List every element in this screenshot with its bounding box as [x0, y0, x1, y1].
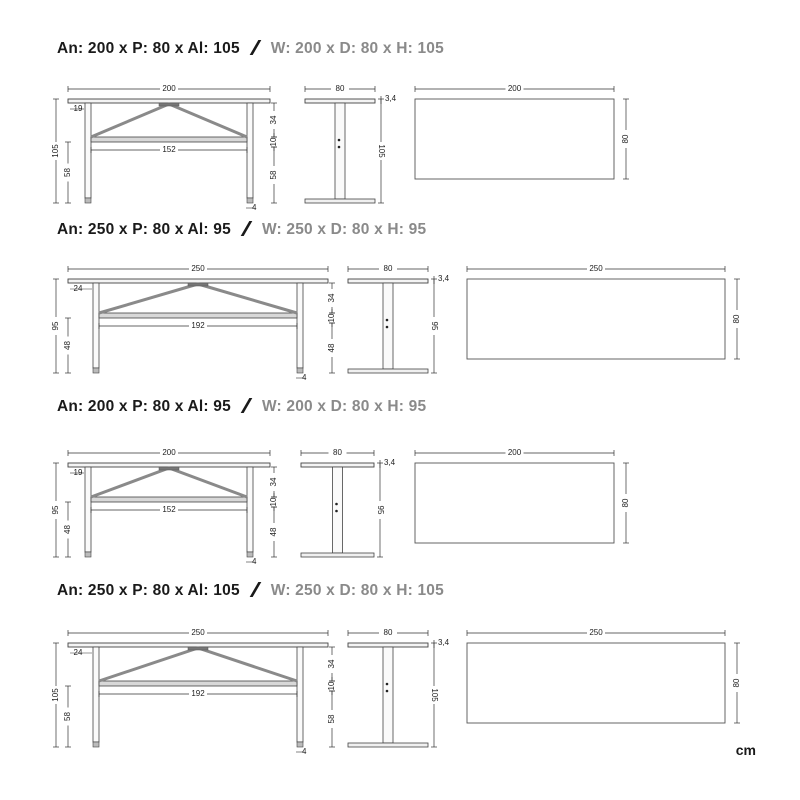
side-leg	[383, 283, 393, 369]
front-height-dim-label: 105	[51, 688, 61, 702]
front-topgap-dim-label: 34	[269, 477, 279, 487]
front-beam	[99, 681, 297, 686]
side-height-dim-label: 105	[429, 688, 439, 702]
front-lower-dim-label: 58	[63, 712, 73, 721]
side-thickness-label: 3,4	[438, 638, 450, 648]
top-depth-dim-label: 80	[621, 134, 631, 144]
top-depth-dim-label: 80	[732, 678, 742, 688]
front-beam-dim-label: 10	[269, 137, 279, 147]
side-bolt	[386, 326, 389, 329]
front-beamside-dim-label: 58	[327, 714, 337, 724]
front-edge-label: 24	[73, 284, 83, 294]
side-bolt	[386, 683, 389, 686]
front-brace	[99, 284, 297, 313]
side-tabletop	[348, 643, 428, 647]
table-title-4	[57, 582, 444, 600]
front-beam-dim-label: 10	[327, 313, 337, 323]
top-width-dim-label: 200	[507, 84, 522, 94]
front-left-foot	[85, 198, 91, 203]
front-lower-dim-label: 48	[63, 525, 73, 534]
front-lower-dim-label: 48	[63, 341, 73, 350]
slash-separator	[249, 582, 261, 597]
front-width-dim-label: 250	[191, 264, 205, 274]
side-bolt	[386, 690, 389, 693]
side-depth-dim-label: 80	[333, 448, 342, 458]
front-brace	[99, 648, 297, 681]
front-height-dim-label: 95	[51, 321, 61, 331]
side-bolt	[335, 510, 338, 513]
side-tabletop	[301, 463, 374, 467]
side-height-dim-label: 95	[429, 321, 439, 331]
front-left-foot	[93, 368, 99, 373]
side-leg	[383, 647, 393, 743]
front-brace-bracket	[188, 647, 208, 650]
front-beamside-dim-label: 48	[327, 343, 337, 353]
front-brace	[91, 468, 247, 497]
front-left-foot	[93, 742, 99, 747]
front-span-dim-label: 152	[162, 505, 176, 515]
title-es: An: 200 x P: 80 x Al: 95	[57, 398, 231, 415]
front-topgap-dim-label: 34	[327, 293, 337, 303]
front-span-dim-label: 192	[191, 321, 205, 331]
side-thickness-label: 3,4	[438, 274, 450, 284]
front-edge-label: 19	[73, 468, 83, 478]
top-width-dim-label: 250	[589, 628, 603, 638]
table-title-2	[57, 221, 426, 239]
title-en: W: 200 x D: 80 x H: 105	[270, 40, 444, 57]
front-right-leg	[297, 647, 303, 742]
side-leg	[333, 467, 343, 553]
side-bolt	[338, 139, 341, 142]
front-brace-bracket	[159, 467, 179, 470]
drawing-group-2	[0, 252, 800, 382]
table-title-1	[57, 40, 444, 58]
slash-separator	[241, 398, 253, 413]
front-width-dim-label: 200	[162, 448, 176, 458]
front-left-leg	[93, 283, 99, 368]
front-brace-bracket	[188, 283, 208, 286]
drawing-group-3	[0, 434, 800, 567]
front-topgap-dim-label: 34	[269, 115, 279, 125]
front-brace	[91, 104, 247, 137]
front-right-leg	[247, 467, 253, 552]
side-leg	[335, 103, 345, 199]
front-beamside-dim-label: 58	[269, 170, 279, 180]
top-view-outline	[415, 463, 614, 543]
front-foot-label: 4	[302, 373, 307, 383]
top-view-outline	[467, 279, 725, 359]
top-view-outline	[415, 99, 614, 179]
top-view-outline	[467, 643, 725, 723]
drawing-group-1	[0, 72, 800, 213]
title-en: W: 250 x D: 80 x H: 95	[261, 221, 427, 238]
front-beam	[99, 313, 297, 318]
front-width-dim-label: 200	[162, 84, 176, 94]
drawing-group-4	[0, 614, 800, 757]
front-beam-dim-label: 10	[269, 497, 279, 507]
front-edge-label: 19	[73, 104, 83, 114]
top-depth-dim-label: 80	[732, 314, 742, 324]
front-height-dim-label: 95	[51, 505, 61, 515]
front-span-dim-label: 152	[162, 145, 176, 155]
side-height-dim-label: 95	[375, 505, 385, 515]
side-thickness-label: 3,4	[384, 458, 396, 468]
top-depth-dim-label: 80	[621, 498, 631, 508]
side-depth-dim-label: 80	[383, 628, 393, 638]
front-beam	[91, 137, 247, 142]
side-bolt	[335, 503, 338, 506]
front-left-leg	[93, 647, 99, 742]
side-tabletop	[348, 279, 428, 283]
slash-separator	[241, 221, 253, 236]
side-thickness-label: 3,4	[385, 94, 397, 104]
front-height-dim-label: 105	[51, 144, 61, 158]
side-height-dim-label: 105	[376, 144, 386, 158]
front-foot-label: 4	[252, 203, 257, 213]
front-foot-label: 4	[252, 557, 257, 567]
front-foot-label: 4	[302, 747, 307, 757]
side-depth-dim-label: 80	[383, 264, 393, 274]
front-beam-dim-label: 10	[327, 681, 337, 691]
title-es: An: 250 x P: 80 x Al: 105	[57, 582, 240, 599]
front-beamside-dim-label: 48	[269, 527, 279, 537]
front-edge-label: 24	[73, 648, 83, 658]
unit-label: cm	[735, 742, 756, 758]
side-tabletop	[305, 99, 375, 103]
side-foot	[305, 199, 375, 203]
front-brace-bracket	[159, 103, 179, 106]
table-title-3	[57, 398, 426, 416]
top-width-dim-label: 250	[589, 264, 603, 274]
front-tabletop	[68, 643, 328, 647]
front-right-leg	[297, 283, 303, 368]
front-span-dim-label: 192	[191, 689, 205, 699]
top-width-dim-label: 200	[507, 448, 522, 458]
front-left-foot	[85, 552, 91, 557]
side-foot	[348, 369, 428, 373]
title-es: An: 200 x P: 80 x Al: 105	[57, 40, 240, 57]
title-es: An: 250 x P: 80 x Al: 95	[57, 221, 231, 238]
side-foot	[348, 743, 428, 747]
side-foot	[301, 553, 374, 557]
front-left-leg	[85, 103, 91, 198]
front-lower-dim-label: 58	[63, 168, 73, 177]
side-depth-dim-label: 80	[335, 84, 345, 94]
slash-separator	[249, 40, 261, 55]
front-topgap-dim-label: 34	[327, 659, 337, 669]
title-en: W: 250 x D: 80 x H: 105	[270, 582, 444, 599]
front-tabletop	[68, 279, 328, 283]
front-left-leg	[85, 467, 91, 552]
side-bolt	[338, 146, 341, 149]
front-right-leg	[247, 103, 253, 198]
title-en: W: 200 x D: 80 x H: 95	[261, 398, 427, 415]
front-beam	[91, 497, 247, 502]
side-bolt	[386, 319, 389, 322]
front-width-dim-label: 250	[191, 628, 205, 638]
